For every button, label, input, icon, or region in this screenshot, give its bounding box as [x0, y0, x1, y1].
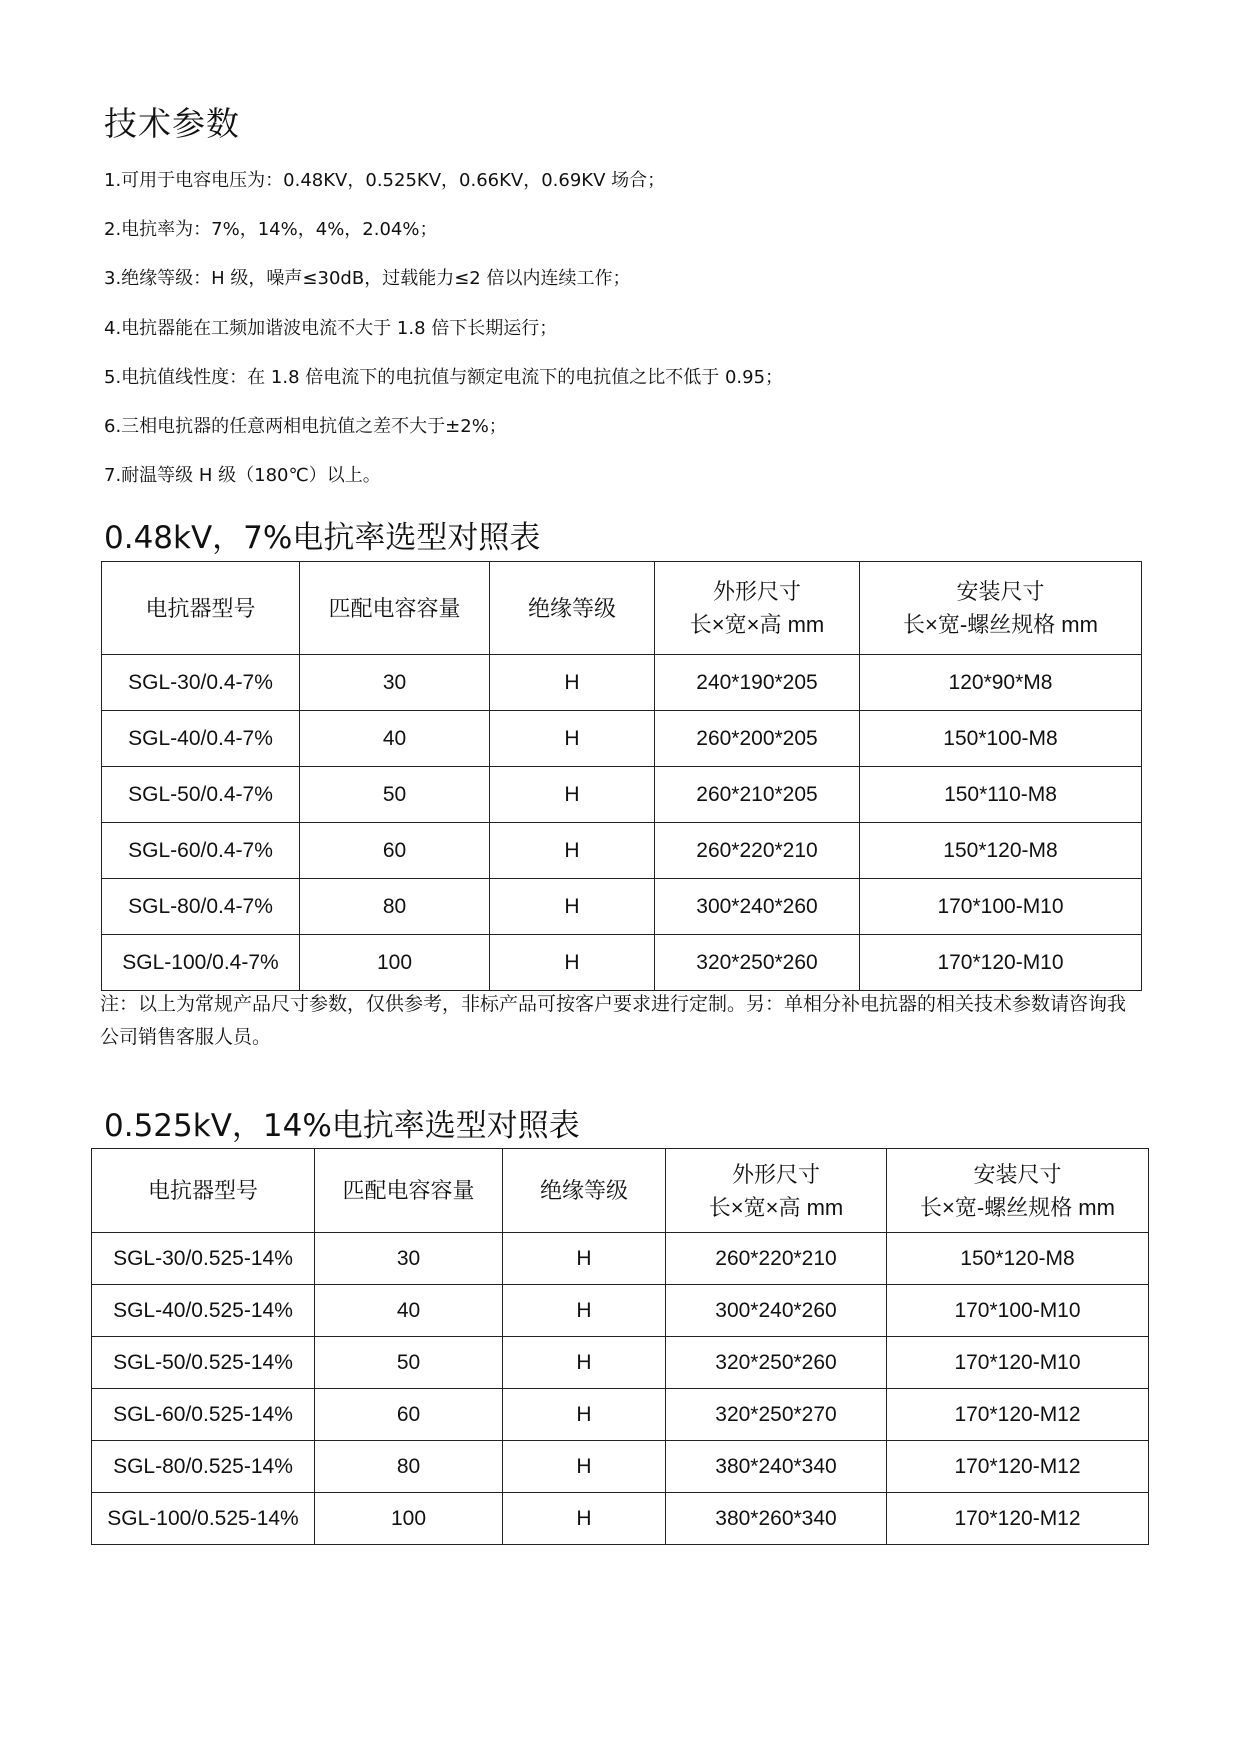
cell-insulation: H	[490, 711, 655, 767]
cell-capacity: 80	[300, 879, 490, 935]
cell-mounting: 170*120-M10	[887, 1337, 1149, 1389]
cell-model: SGL-50/0.4-7%	[102, 767, 300, 823]
header-model: 电抗器型号	[92, 1149, 315, 1233]
header-dimensions	[655, 562, 860, 655]
table1-title: 0.48kV，7%电抗率选型对照表	[104, 520, 541, 556]
cell-mounting: 120*90*M8	[860, 655, 1142, 711]
param-line-6: 6.三相电抗器的任意两相电抗值之差不大于±2%；	[104, 416, 507, 437]
cell-model: SGL-40/0.525-14%	[92, 1285, 315, 1337]
cell-dimensions: 320*250*260	[655, 935, 860, 991]
cell-insulation: H	[490, 823, 655, 879]
table-row	[102, 879, 1142, 935]
table2	[91, 1148, 1149, 1545]
cell-capacity: 100	[300, 935, 490, 991]
header-capacity: 匹配电容容量	[300, 562, 490, 655]
table-row	[92, 1493, 1149, 1545]
param-line-1: 1.可用于电容电压为：0.48KV，0.525KV，0.66KV，0.69KV 场合；	[104, 170, 666, 191]
header-dimensions-line2: 长×宽×高 mm	[708, 1194, 844, 1220]
table-row	[102, 711, 1142, 767]
cell-insulation: H	[490, 879, 655, 935]
cell-dimensions: 260*210*205	[655, 767, 860, 823]
cell-model: SGL-100/0.4-7%	[102, 935, 300, 991]
cell-insulation: H	[503, 1233, 666, 1285]
table1-header-row	[102, 562, 1142, 655]
cell-capacity: 40	[300, 711, 490, 767]
cell-capacity: 100	[315, 1493, 503, 1545]
cell-mounting: 170*120-M10	[860, 935, 1142, 991]
cell-insulation: H	[503, 1285, 666, 1337]
table1-note: 注：以上为常规产品尺寸参数，仅供参考，非标产品可按客户要求进行定制。另：单相分补电抗器的相关技术参数请咨询我公司销售客服人员。	[100, 993, 1127, 1048]
cell-dimensions: 260*220*210	[655, 823, 860, 879]
cell-insulation: H	[503, 1493, 666, 1545]
header-dimensions-line1: 外形尺寸	[731, 1161, 820, 1187]
cell-mounting: 150*110-M8	[860, 767, 1142, 823]
cell-model: SGL-80/0.4-7%	[102, 879, 300, 935]
table1	[101, 561, 1142, 991]
cell-insulation: H	[503, 1337, 666, 1389]
table-row	[102, 655, 1142, 711]
table-row	[92, 1233, 1149, 1285]
header-dimensions-line1: 外形尺寸	[712, 579, 801, 604]
cell-insulation: H	[490, 767, 655, 823]
cell-dimensions: 240*190*205	[655, 655, 860, 711]
header-mounting-line2: 长×宽-螺丝规格 mm	[920, 1194, 1115, 1220]
header-mounting-line2: 长×宽-螺丝规格 mm	[903, 612, 1098, 637]
cell-mounting: 170*120-M12	[887, 1389, 1149, 1441]
cell-mounting: 170*120-M12	[887, 1493, 1149, 1545]
cell-mounting: 150*120-M8	[860, 823, 1142, 879]
cell-dimensions: 380*240*340	[666, 1441, 887, 1493]
cell-mounting: 170*100-M10	[860, 879, 1142, 935]
cell-capacity: 60	[300, 823, 490, 879]
cell-dimensions: 260*200*205	[655, 711, 860, 767]
header-dimensions-line2: 长×宽×高 mm	[689, 612, 825, 637]
cell-mounting: 170*120-M12	[887, 1441, 1149, 1493]
cell-model: SGL-40/0.4-7%	[102, 711, 300, 767]
cell-model: SGL-30/0.525-14%	[92, 1233, 315, 1285]
table-row	[92, 1337, 1149, 1389]
cell-insulation: H	[503, 1389, 666, 1441]
cell-dimensions: 260*220*210	[666, 1233, 887, 1285]
header-mounting-line1: 安装尺寸	[973, 1161, 1062, 1187]
cell-capacity: 30	[300, 655, 490, 711]
cell-insulation: H	[503, 1441, 666, 1493]
cell-capacity: 50	[300, 767, 490, 823]
cell-dimensions: 300*240*260	[655, 879, 860, 935]
header-insulation: 绝缘等级	[503, 1149, 666, 1233]
table2-header-row	[92, 1149, 1149, 1233]
table-row	[92, 1441, 1149, 1493]
cell-insulation: H	[490, 655, 655, 711]
cell-dimensions: 320*250*260	[666, 1337, 887, 1389]
cell-dimensions: 320*250*270	[666, 1389, 887, 1441]
cell-capacity: 80	[315, 1441, 503, 1493]
header-mounting	[860, 562, 1142, 655]
header-capacity: 匹配电容容量	[315, 1149, 503, 1233]
table-row	[102, 823, 1142, 879]
header-model: 电抗器型号	[102, 562, 300, 655]
cell-capacity: 30	[315, 1233, 503, 1285]
table2-title: 0.525kV，14%电抗率选型对照表	[104, 1108, 580, 1144]
param-line-7: 7.耐温等级 H 级（180℃）以上。	[104, 465, 381, 486]
page-title: 技术参数	[104, 104, 240, 143]
cell-capacity: 60	[315, 1389, 503, 1441]
table-row	[92, 1389, 1149, 1441]
cell-model: SGL-60/0.4-7%	[102, 823, 300, 879]
table-row	[102, 767, 1142, 823]
table-row	[102, 935, 1142, 991]
cell-mounting: 170*100-M10	[887, 1285, 1149, 1337]
cell-insulation: H	[490, 935, 655, 991]
cell-mounting: 150*120-M8	[887, 1233, 1149, 1285]
header-mounting-line1: 安装尺寸	[956, 579, 1045, 604]
cell-model: SGL-30/0.4-7%	[102, 655, 300, 711]
cell-model: SGL-100/0.525-14%	[92, 1493, 315, 1545]
param-line-4: 4.电抗器能在工频加谐波电流不大于 1.8 倍下长期运行；	[104, 318, 558, 339]
header-insulation: 绝缘等级	[490, 562, 655, 655]
param-line-2: 2.电抗率为：7%，14%，4%，2.04%；	[104, 219, 438, 240]
param-line-3: 3.绝缘等级：H 级，噪声≤30dB，过载能力≤2 倍以内连续工作；	[104, 268, 631, 289]
cell-mounting: 150*100-M8	[860, 711, 1142, 767]
cell-model: SGL-80/0.525-14%	[92, 1441, 315, 1493]
cell-model: SGL-50/0.525-14%	[92, 1337, 315, 1389]
header-dimensions	[666, 1149, 887, 1233]
table-row	[92, 1285, 1149, 1337]
cell-model: SGL-60/0.525-14%	[92, 1389, 315, 1441]
cell-capacity: 50	[315, 1337, 503, 1389]
cell-dimensions: 300*240*260	[666, 1285, 887, 1337]
param-line-5: 5.电抗值线性度：在 1.8 倍电流下的电抗值与额定电流下的电抗值之比不低于 0.95；	[104, 367, 784, 388]
header-mounting	[887, 1149, 1149, 1233]
cell-dimensions: 380*260*340	[666, 1493, 887, 1545]
cell-capacity: 40	[315, 1285, 503, 1337]
